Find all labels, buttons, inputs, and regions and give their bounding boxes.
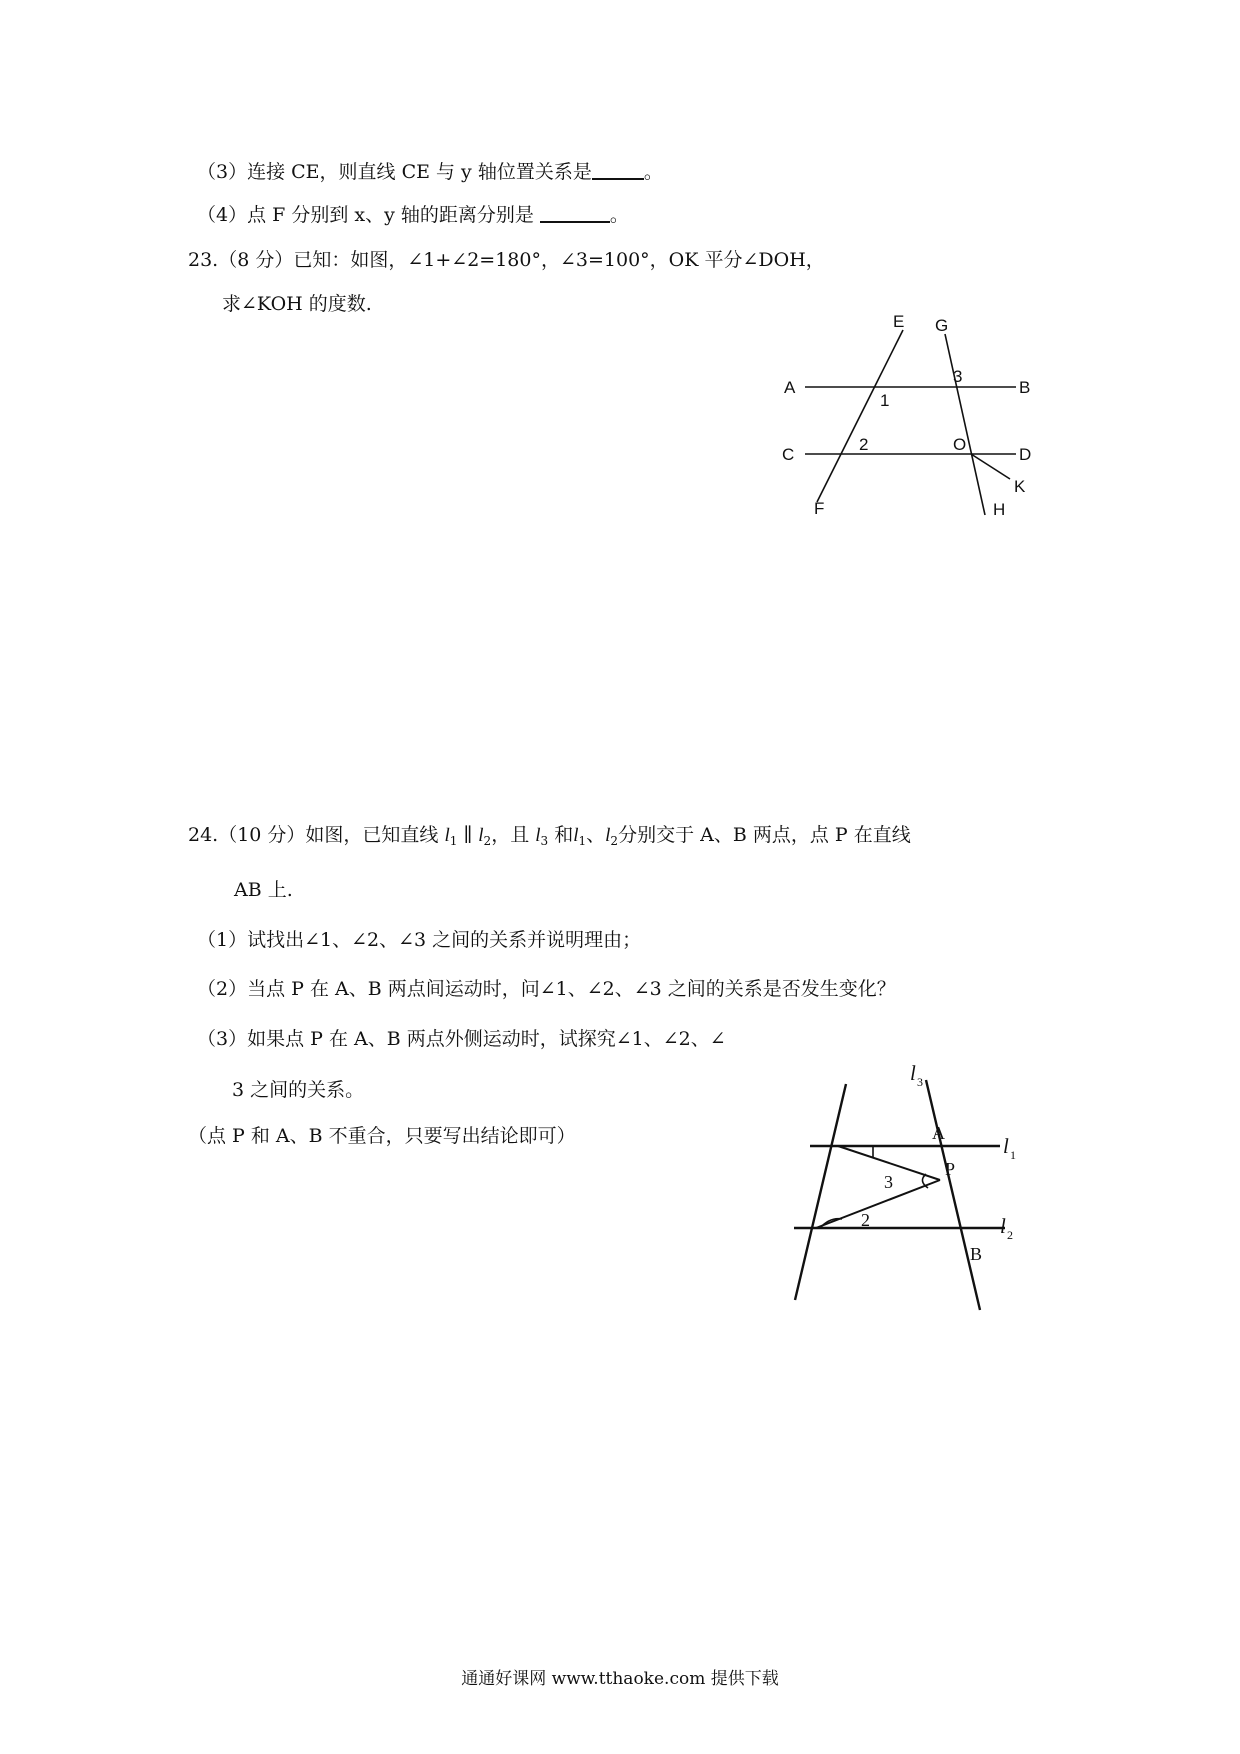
label-f: F — [814, 499, 825, 518]
label-k: K — [1014, 477, 1026, 496]
q23-line-2: 求∠KOH 的度数. — [222, 293, 372, 315]
symbol-l1b-sub: 1 — [578, 834, 587, 848]
symbol-l1b: l — [573, 825, 579, 846]
symbol-l2b-sub: 2 — [610, 834, 619, 848]
q22-item-3-end: 。 — [643, 161, 663, 183]
q24-text-b: ，且 — [491, 824, 536, 846]
label-l1-sub: 1 — [1010, 1148, 1016, 1162]
label-l2: l — [1000, 1214, 1006, 1238]
answer-blank — [540, 203, 610, 223]
label-a: A — [932, 1123, 945, 1143]
q24-intro: 24.（10 分）如图，已知直线 — [188, 824, 445, 846]
label-b: B — [1019, 378, 1031, 397]
symbol-l2-sub: 2 — [483, 834, 492, 848]
label-o: O — [953, 435, 967, 454]
line-left — [795, 1084, 846, 1300]
answer-blank — [592, 160, 644, 180]
q24-line-1 — [188, 823, 911, 853]
q22-item-4-end: 。 — [609, 204, 629, 226]
symbol-l3: l — [535, 825, 541, 846]
q23-figure — [770, 312, 1070, 532]
label-3: 3 — [953, 367, 963, 386]
q22-item-3 — [197, 160, 663, 184]
q24-line-2: AB 上. — [234, 879, 293, 901]
symbol-l2: l — [478, 825, 484, 846]
q24-text-d: 、 — [586, 824, 606, 846]
label-2: 2 — [859, 435, 869, 454]
symbol-l2b: l — [605, 825, 611, 846]
label-3: 3 — [884, 1172, 893, 1192]
label-e: E — [893, 312, 905, 331]
label-b: B — [970, 1244, 983, 1264]
label-g: G — [935, 316, 949, 335]
q24-figure — [780, 1062, 1040, 1322]
symbol-l3-sub: 3 — [540, 834, 549, 848]
label-l3-sub: 3 — [917, 1075, 923, 1089]
q24-text-e: 分别交于 A、B 两点，点 P 在直线 — [618, 824, 911, 846]
parallel-sign: ∥ — [457, 824, 479, 846]
segment-pb — [816, 1180, 940, 1228]
q22-item-4 — [197, 203, 629, 227]
line-l3 — [926, 1080, 983, 1310]
q22-item-3-text: （3）连接 CE，则直线 CE 与 y 轴位置关系是 — [197, 161, 592, 183]
label-1: 1 — [880, 391, 890, 410]
q24-text-c: 和 — [548, 824, 574, 846]
line-gh — [945, 334, 985, 515]
q24-item-3: （3）如果点 P 在 A、B 两点外侧运动时，试探究∠1、∠2、∠ — [197, 1028, 726, 1050]
label-l2-sub: 2 — [1007, 1228, 1013, 1242]
label-d: D — [1019, 445, 1032, 464]
label-c: C — [782, 445, 795, 464]
q24-item-2: （2）当点 P 在 A、B 两点间运动时，问∠1、∠2、∠3 之间的关系是否发生变化？ — [197, 978, 896, 1000]
label-l3: l — [910, 1062, 916, 1085]
line-ef — [817, 330, 903, 502]
label-l1: l — [1003, 1134, 1009, 1158]
q22-item-4-text: （4）点 F 分别到 x、y 轴的距离分别是 — [197, 204, 540, 226]
label-a: A — [784, 378, 796, 397]
symbol-l1: l — [444, 825, 450, 846]
q24-item-3-cont: 3 之间的关系。 — [232, 1079, 365, 1101]
page-footer: 通通好课网 www.tthaoke.com 提供下载 — [461, 1669, 779, 1689]
q24-note: （点 P 和 A、B 不重合，只要写出结论即可） — [188, 1125, 576, 1147]
q24-item-1: （1）试找出∠1、∠2、∠3 之间的关系并说明理由； — [197, 929, 642, 951]
label-2: 2 — [861, 1210, 870, 1230]
symbol-l1-sub: 1 — [449, 834, 458, 848]
label-p: P — [945, 1159, 956, 1179]
label-h: H — [993, 500, 1006, 519]
q23-line-1: 23.（8 分）已知：如图，∠1+∠2=180°，∠3=100°，OK 平分∠DOH， — [188, 249, 825, 271]
